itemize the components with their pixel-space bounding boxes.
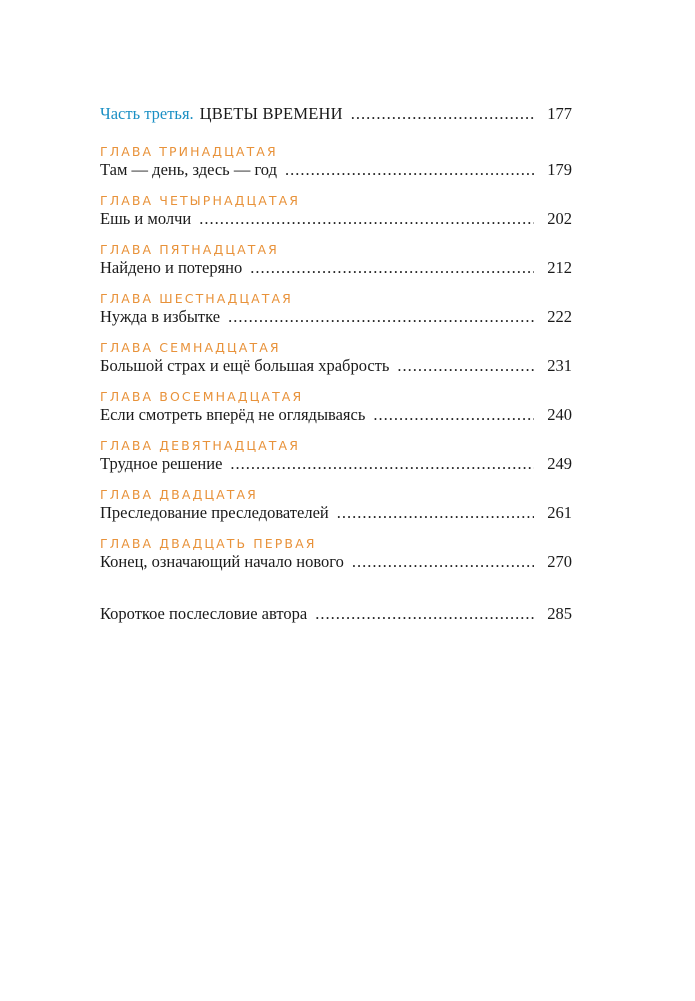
page-number: 270 bbox=[547, 552, 572, 571]
chapter-row bbox=[100, 209, 572, 232]
entry-title: Там — день, здесь — год bbox=[100, 160, 277, 179]
entry-title: Найдено и потеряно bbox=[100, 258, 243, 277]
chapter-entry[interactable] bbox=[100, 339, 572, 379]
chapter-row bbox=[100, 503, 572, 526]
chapter-row bbox=[100, 160, 572, 183]
entry-title: Большой страх и ещё большая храбрость bbox=[100, 356, 390, 375]
chapter-row bbox=[100, 356, 572, 379]
chapter-row bbox=[100, 307, 572, 330]
page-number: 222 bbox=[547, 307, 572, 326]
chapter-row bbox=[100, 258, 572, 281]
dot-leader bbox=[373, 405, 534, 425]
chapter-list bbox=[100, 143, 572, 575]
part-label: Часть третья. bbox=[100, 104, 194, 123]
page-number: 261 bbox=[547, 503, 572, 522]
chapter-entry[interactable] bbox=[100, 192, 572, 232]
entry-title: Преследование преследователей bbox=[100, 503, 329, 522]
entry-title: Короткое послесловие автора bbox=[100, 604, 308, 623]
chapter-heading: ГЛАВА СЕМНАДЦАТАЯ bbox=[100, 340, 281, 355]
part-title: ЦВЕТЫ ВРЕМЕНИ bbox=[199, 104, 343, 123]
chapter-heading: ГЛАВА ПЯТНАДЦАТАЯ bbox=[100, 242, 279, 257]
chapter-row bbox=[100, 405, 572, 428]
chapter-row bbox=[100, 552, 572, 575]
page-number: 202 bbox=[547, 209, 572, 228]
entry-title: Конец, означающий начало нового bbox=[100, 552, 344, 571]
entry-title: Если смотреть вперёд не оглядываясь bbox=[100, 405, 366, 424]
chapter-heading: ГЛАВА ДЕВЯТНАДЦАТАЯ bbox=[100, 438, 300, 453]
page-number: 177 bbox=[547, 104, 572, 123]
entry-title: Нужда в избытке bbox=[100, 307, 221, 326]
chapter-heading: ГЛАВА ТРИНАДЦАТАЯ bbox=[100, 144, 278, 159]
table-of-contents bbox=[100, 104, 572, 627]
dot-leader bbox=[337, 503, 534, 523]
dot-leader bbox=[397, 356, 534, 376]
page-number: 231 bbox=[547, 356, 572, 375]
page-number: 240 bbox=[547, 405, 572, 424]
chapter-heading: ГЛАВА ДВАДЦАТАЯ bbox=[100, 487, 258, 502]
chapter-entry[interactable] bbox=[100, 388, 572, 428]
dot-leader bbox=[228, 307, 534, 327]
page-number: 212 bbox=[547, 258, 572, 277]
chapter-entry[interactable] bbox=[100, 290, 572, 330]
part-three-entry[interactable] bbox=[100, 104, 572, 134]
chapter-entry[interactable] bbox=[100, 241, 572, 281]
dot-leader bbox=[250, 258, 534, 278]
dot-leader bbox=[199, 209, 534, 229]
dot-leader bbox=[315, 604, 534, 624]
page-number: 179 bbox=[547, 160, 572, 179]
chapter-heading: ГЛАВА ШЕСТНАДЦАТАЯ bbox=[100, 291, 293, 306]
chapter-heading: ГЛАВА ЧЕТЫРНАДЦАТАЯ bbox=[100, 193, 301, 208]
chapter-entry[interactable] bbox=[100, 486, 572, 526]
entry-title: Трудное решение bbox=[100, 454, 223, 473]
chapter-entry[interactable] bbox=[100, 535, 572, 575]
dot-leader bbox=[230, 454, 534, 474]
dot-leader bbox=[352, 552, 534, 572]
dot-leader bbox=[351, 104, 534, 124]
afterword-entry[interactable] bbox=[100, 604, 572, 627]
chapter-heading: ГЛАВА ДВАДЦАТЬ ПЕРВАЯ bbox=[100, 536, 317, 551]
dot-leader bbox=[285, 160, 534, 180]
page-number: 249 bbox=[547, 454, 572, 473]
entry-title: Ешь и молчи bbox=[100, 209, 192, 228]
chapter-heading: ГЛАВА ВОСЕМНАДЦАТАЯ bbox=[100, 389, 304, 404]
chapter-row bbox=[100, 454, 572, 477]
chapter-entry[interactable] bbox=[100, 437, 572, 477]
chapter-entry[interactable] bbox=[100, 143, 572, 183]
page-number: 285 bbox=[547, 604, 572, 623]
